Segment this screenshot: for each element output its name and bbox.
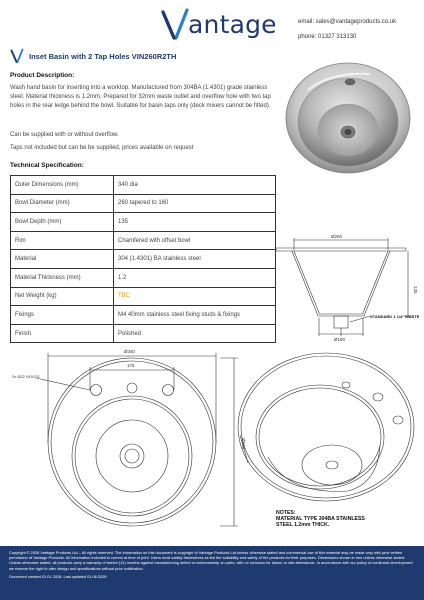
section-top-dim: Ø260 [331, 234, 343, 239]
plan-holes-label: 2x Ø22 HOLES [12, 374, 40, 379]
description-overflow-note: Can be supplied with or without overflow. [10, 132, 119, 138]
spec-key: Bowl Diameter (mm) [11, 194, 114, 213]
table-row [11, 213, 276, 232]
spec-table [10, 175, 276, 343]
footer-copyright: Copyright © 2026 Vantage Products Ltd – All rights reserved. The information on this document is copyright of Vantage Products Ltd unless otherwise stated and commercial use of this material may be made only with prior written permission of Vantage Products. All information included is correct at time of print. Users must satisfy themselves as the the suitability and safety of the products for their purposes. Dimensions shown in mm unless otherwise stated. Unless otherwise stated, all products carry a warranty of twelve (12) months against manufacturing defect or workmanship on parts, with no inclusion for labour or site attendance. In accordance with our policy of continued development we reserve the right to alter design and specifications without prior notification. [9, 550, 413, 571]
section-drawing [268, 230, 424, 344]
spec-value: 135 [114, 213, 276, 232]
section-waste-label: STANDARD 1 1/4" WASTE [370, 314, 420, 319]
isometric-drawing [228, 345, 424, 510]
table-row [11, 324, 276, 343]
spec-key: Finish [11, 324, 114, 343]
table-row [11, 287, 276, 306]
brand-name: antage [188, 9, 277, 39]
spec-value: 260 tapered to 160 [114, 194, 276, 213]
contact-email[interactable]: email: sales@vantageproducts.co.uk [298, 19, 397, 25]
spec-heading: Technical Specification: [10, 162, 84, 169]
description-paragraph: Wash hand basin for inserting into a worktop. Manufactured from 304BA (1.4301) grade stainless steel. Material thickness is 1.2mm. Prepared for 32mm waste outlet and overflow hole with two tap holes in the rear ledge behind the bowl. Suitable for basin taps only (deck mixers cannot be fitted). [10, 85, 271, 109]
product-title: Inset Basin with 2 Tap Holes VIN260R2TH [29, 51, 177, 61]
table-row [11, 194, 276, 213]
plan-offset-dim: 175 [127, 363, 135, 368]
table-row [11, 176, 276, 195]
product-photo [278, 50, 418, 180]
plan-height-dim: Ø340 [241, 438, 246, 450]
notes-thickness: STEEL 1.2mm THICK. [276, 522, 330, 528]
spec-value: 1.2 [114, 268, 276, 287]
section-height-dim: 135 [413, 286, 418, 294]
section-bottom-dim: Ø160 [334, 337, 346, 342]
spec-key: Rim [11, 231, 114, 250]
table-row [11, 268, 276, 287]
plan-outer-dim: Ø340 [124, 349, 136, 354]
spec-value: Polished [114, 324, 276, 343]
vantage-v-small-icon [10, 48, 24, 64]
table-row [11, 306, 276, 325]
spec-key: Net Weight (kg) [11, 287, 114, 306]
footer [0, 546, 424, 600]
footer-doc-info: Document created 01.01.2026. Last updated 01.06.2026 [9, 573, 107, 579]
spec-value: M4 40mm stainless steel fixing studs & fixings [114, 306, 276, 325]
spec-key: Fixings [11, 306, 114, 325]
spec-key: Outer Dimensions (mm) [11, 176, 114, 195]
notes-heading: NOTES: [276, 510, 296, 516]
description-heading: Product Description: [10, 72, 75, 79]
spec-key: Material Thickness (mm) [11, 268, 114, 287]
spec-value: Chamfered with offset bowl [114, 231, 276, 250]
vantage-v-icon [160, 6, 190, 42]
table-row [11, 231, 276, 250]
spec-key: Bowl Depth (mm) [11, 213, 114, 232]
contact-phone[interactable]: phone: 01327 313130 [298, 34, 357, 40]
spec-key: Material [11, 250, 114, 269]
spec-value: TBC [114, 287, 276, 306]
drawing-notes [276, 510, 365, 528]
spec-value: 340 dia [114, 176, 276, 195]
notes-material: MATERIAL TYPE 304BA STAINLESS [276, 516, 365, 522]
contact-block [298, 15, 396, 45]
description-taps-note: Taps not included but can be be supplied, prices available on request [10, 145, 194, 151]
product-title-row [10, 48, 176, 64]
spec-value: 304 (1.4301) BA stainless steel [114, 250, 276, 269]
table-row [11, 250, 276, 269]
brand-logo [160, 6, 277, 42]
